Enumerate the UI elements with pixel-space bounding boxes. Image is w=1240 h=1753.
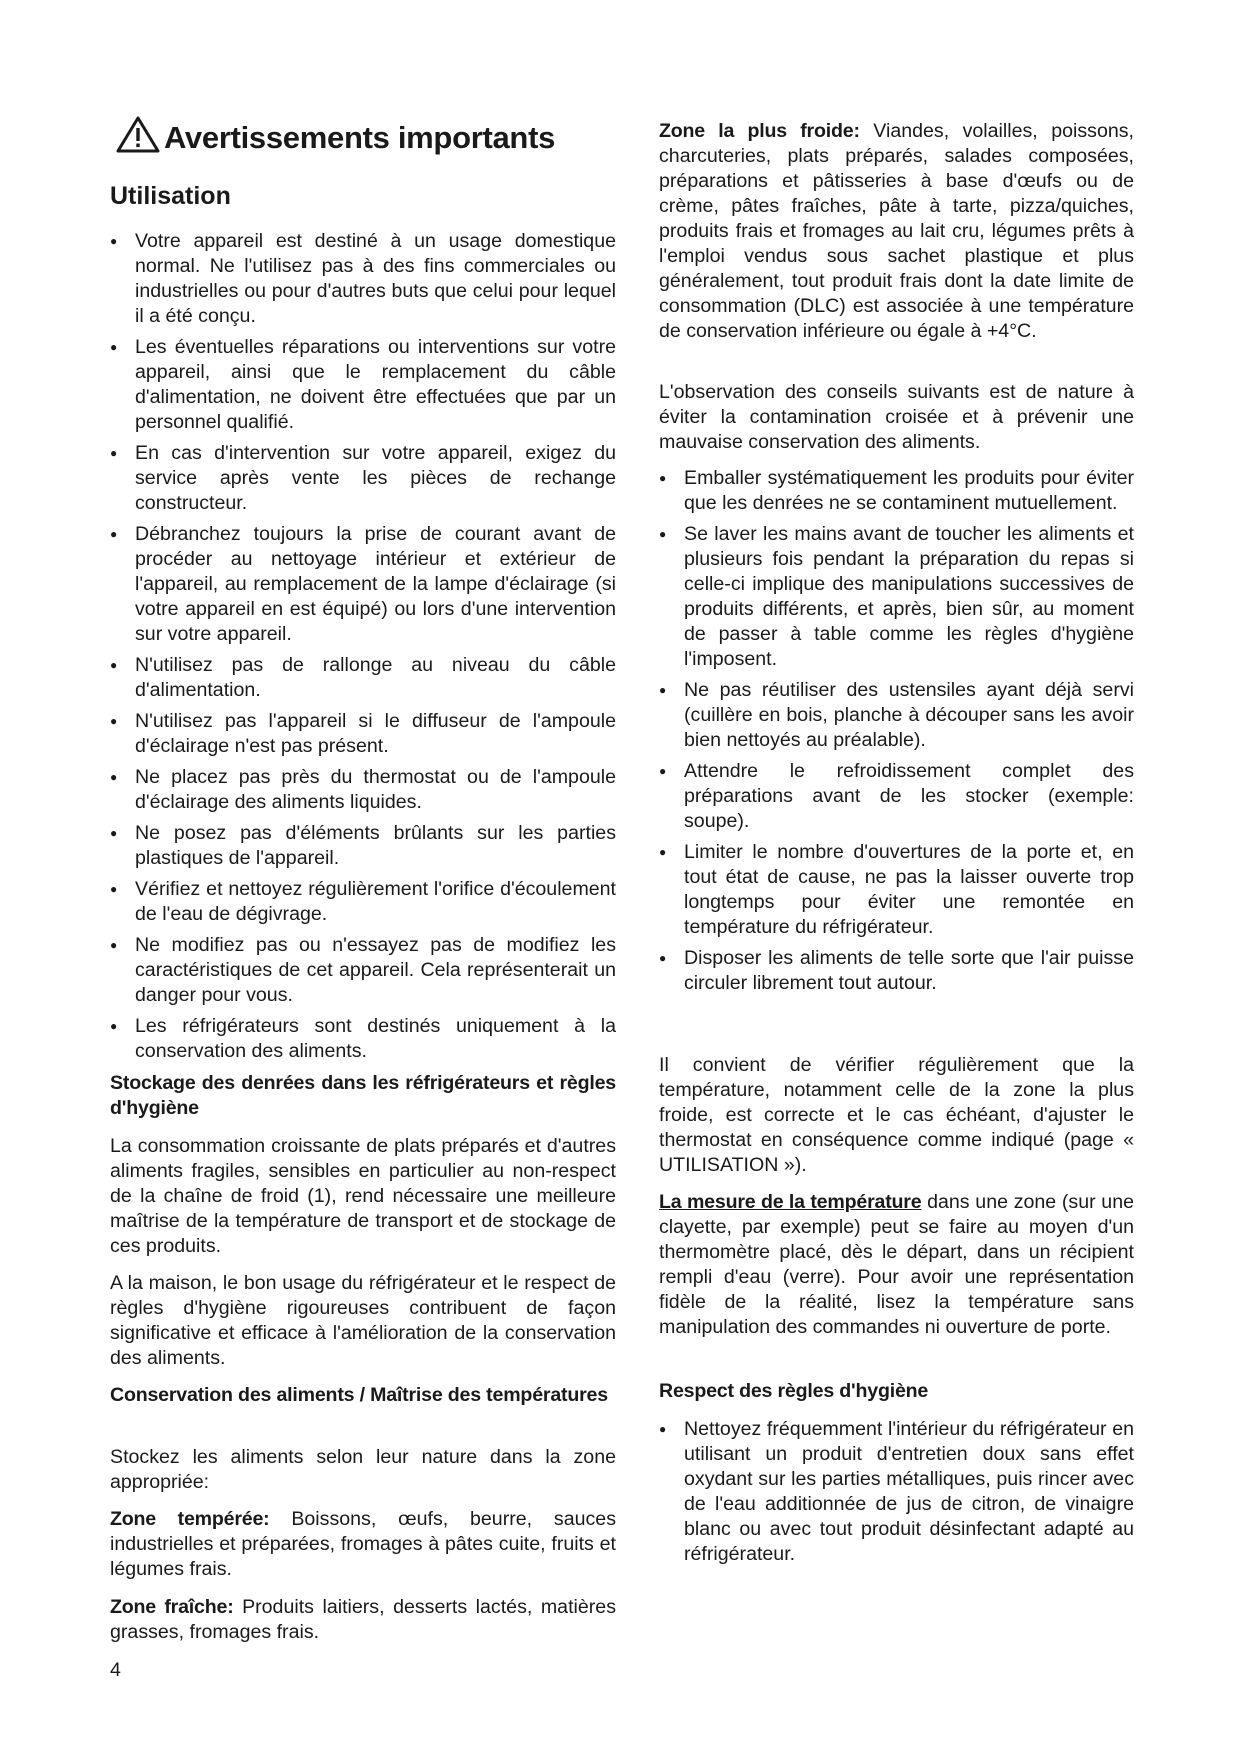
zone-fraiche-label: Zone fraîche: xyxy=(110,1596,234,1618)
list-item: ● Votre appareil est destiné à un usage domestique normal. Ne l'utilisez pas à des fins commerciales ou industrielles ou pour d'autres buts que celui pour lequel il a été conçu. xyxy=(110,229,616,329)
page-number: 4 xyxy=(110,1659,121,1681)
zone-fraiche-text: Produits laitiers, desserts lactés, matières grasses, fromages frais. xyxy=(110,1596,616,1643)
paragraph-zone-fraiche xyxy=(110,1595,616,1645)
paragraph-store: Stockez les aliments selon leur nature dans la zone appropriée: xyxy=(110,1446,616,1493)
list-item: ● Débranchez toujours la prise de courant avant de procéder au nettoyage intérieur et extérieur de l'appareil, au remplacement de la lampe d'éclairage (si votre appareil en est équipé) ou lors d'une intervention sur votre appareil. xyxy=(110,522,616,647)
mesure-label: La mesure de la température xyxy=(659,1191,922,1213)
subheading-conservation: Conservation des aliments / Maîtrise des températures xyxy=(110,1384,608,1406)
section-title: Utilisation xyxy=(110,182,231,210)
list-item: ● Vérifiez et nettoyez régulièrement l'orifice d'écoulement de l'eau de dégivrage. xyxy=(110,877,616,927)
list-item: ● Les réfrigérateurs sont destinés uniquement à la conservation des aliments. xyxy=(110,1014,616,1064)
list-item: ● Disposer les aliments de telle sorte que l'air puisse circuler librement tout autour. xyxy=(659,946,1134,996)
paragraph-consumption: La consommation croissante de plats préparés et d'autres aliments fragiles, sensibles en particulier au non-respect de la chaîne de froid (1), rend nécessaire une meilleure maîtrise de la température de transport et de stockage de ces produits. xyxy=(110,1135,616,1257)
hygiene-tips-list xyxy=(659,466,1134,996)
zone-temperee-label: Zone tempérée: xyxy=(110,1508,270,1530)
warning-icon xyxy=(116,116,160,154)
zone-froide-label: Zone la plus froide: xyxy=(659,120,860,142)
zone-froide-text: Viandes, volailles, poissons, charcuteries, plats préparés, salades composées, préparations et pâtisseries à base d'œufs ou de crème, pâtes fraîches, pâte à tarte, pizza/quiches, produits frais et fromages au lait cru, légumes prêts à l'emploi vendus sous sachet plastique et plus généralement, tout produit frais dont la date limite de consommation (DLC) est associée à une température de conservation inférieure ou égale à +4°C. xyxy=(659,120,1134,342)
mesure-text: dans une zone (sur une clayette, par exemple) peut se faire au moyen d'un thermomètre placé, dès le départ, dans un récipient rempli d'eau (verre). Pour avoir une représentation fidèle de la réalité, lisez la température sans manipulation des commandes ni ouverture de porte. xyxy=(659,1191,1135,1338)
list-item: ● Ne posez pas d'éléments brûlants sur les parties plastiques de l'appareil. xyxy=(110,821,616,871)
list-item: ● Nettoyez fréquemment l'intérieur du réfrigérateur en utilisant un produit d'entretien doux sans effet oxydant sur les parties métalliques, puis rincer avec de l'eau additionnée de jus de citron, de vinaigre blanc ou avec tout produit désinfectant adapté au réfrigérateur. xyxy=(659,1417,1134,1567)
list-item: ● Ne pas réutiliser des ustensiles ayant déjà servi (cuillère en bois, planche à découper sans les avoir bien nettoyés au préalable). xyxy=(659,678,1134,753)
list-item: ● Ne placez pas près du thermostat ou de l'ampoule d'éclairage des aliments liquides. xyxy=(110,765,616,815)
paragraph-observation: L'observation des conseils suivants est de nature à éviter la contamination croisée et à prévenir une mauvaise conservation des aliments. xyxy=(659,381,1134,453)
list-item: ● Les éventuelles réparations ou interventions sur votre appareil, ainsi que le remplacement du câble d'alimentation, ne doivent être effectuées que par un personnel qualifié. xyxy=(110,335,616,435)
paragraph-mesure xyxy=(659,1190,1134,1340)
list-item: ● Attendre le refroidissement complet des préparations avant de les stocker (exemple: soupe). xyxy=(659,759,1134,834)
cleaning-list xyxy=(659,1417,1134,1567)
list-item: ● N'utilisez pas l'appareil si le diffuseur de l'ampoule d'éclairage n'est pas présent. xyxy=(110,709,616,759)
list-item: ● En cas d'intervention sur votre appareil, exigez du service après vente les pièces de rechange constructeur. xyxy=(110,441,616,516)
subheading-respect: Respect des règles d'hygiène xyxy=(659,1380,929,1402)
list-item: ● Ne modifiez pas ou n'essayez pas de modifiez les caractéristiques de cet appareil. Cela représenterait un danger pour vous. xyxy=(110,933,616,1008)
list-item: ● Se laver les mains avant de toucher les aliments et plusieurs fois pendant la préparation du repas si celle-ci implique des manipulations successives de produits différents, et après, bien sûr, au moment de passer à table comme les règles d'hygiène l'imposent. xyxy=(659,522,1134,672)
list-item: ● Emballer systématiquement les produits pour éviter que les denrées ne se contaminent mutuellement. xyxy=(659,466,1134,516)
page-title-text: Avertissements importants xyxy=(164,120,556,155)
list-item: ● Limiter le nombre d'ouvertures de la porte et, en tout état de cause, ne pas la laisser ouverte trop longtemps pour éviter une remontée en température du réfrigérateur. xyxy=(659,840,1134,940)
page-title xyxy=(116,116,555,158)
zone-temperee-text: Boissons, œufs, beurre, sauces industrielles et préparées, fromages à pâtes cuite, fruits et légumes frais. xyxy=(110,1508,616,1580)
paragraph-verify: Il convient de vérifier régulièrement que la température, notamment celle de la zone la plus froide, est correcte et le cas échéant, d'ajuster le thermostat en conséquence comme indiqué (page « UTILISATION »). xyxy=(659,1054,1134,1176)
usage-warnings-list xyxy=(110,229,616,1064)
list-item: ● N'utilisez pas de rallonge au niveau du câble d'alimentation. xyxy=(110,653,616,703)
paragraph-home: A la maison, le bon usage du réfrigérateur et le respect de règles d'hygiène rigoureuses contribuent de façon significative et efficace à l'amélioration de la conservation des aliments. xyxy=(110,1272,616,1369)
paragraph-zone-froide xyxy=(659,119,1134,344)
subheading-storage: Stockage des denrées dans les réfrigérateurs et règles d'hygiène xyxy=(110,1072,616,1119)
paragraph-zone-temperee xyxy=(110,1507,616,1582)
